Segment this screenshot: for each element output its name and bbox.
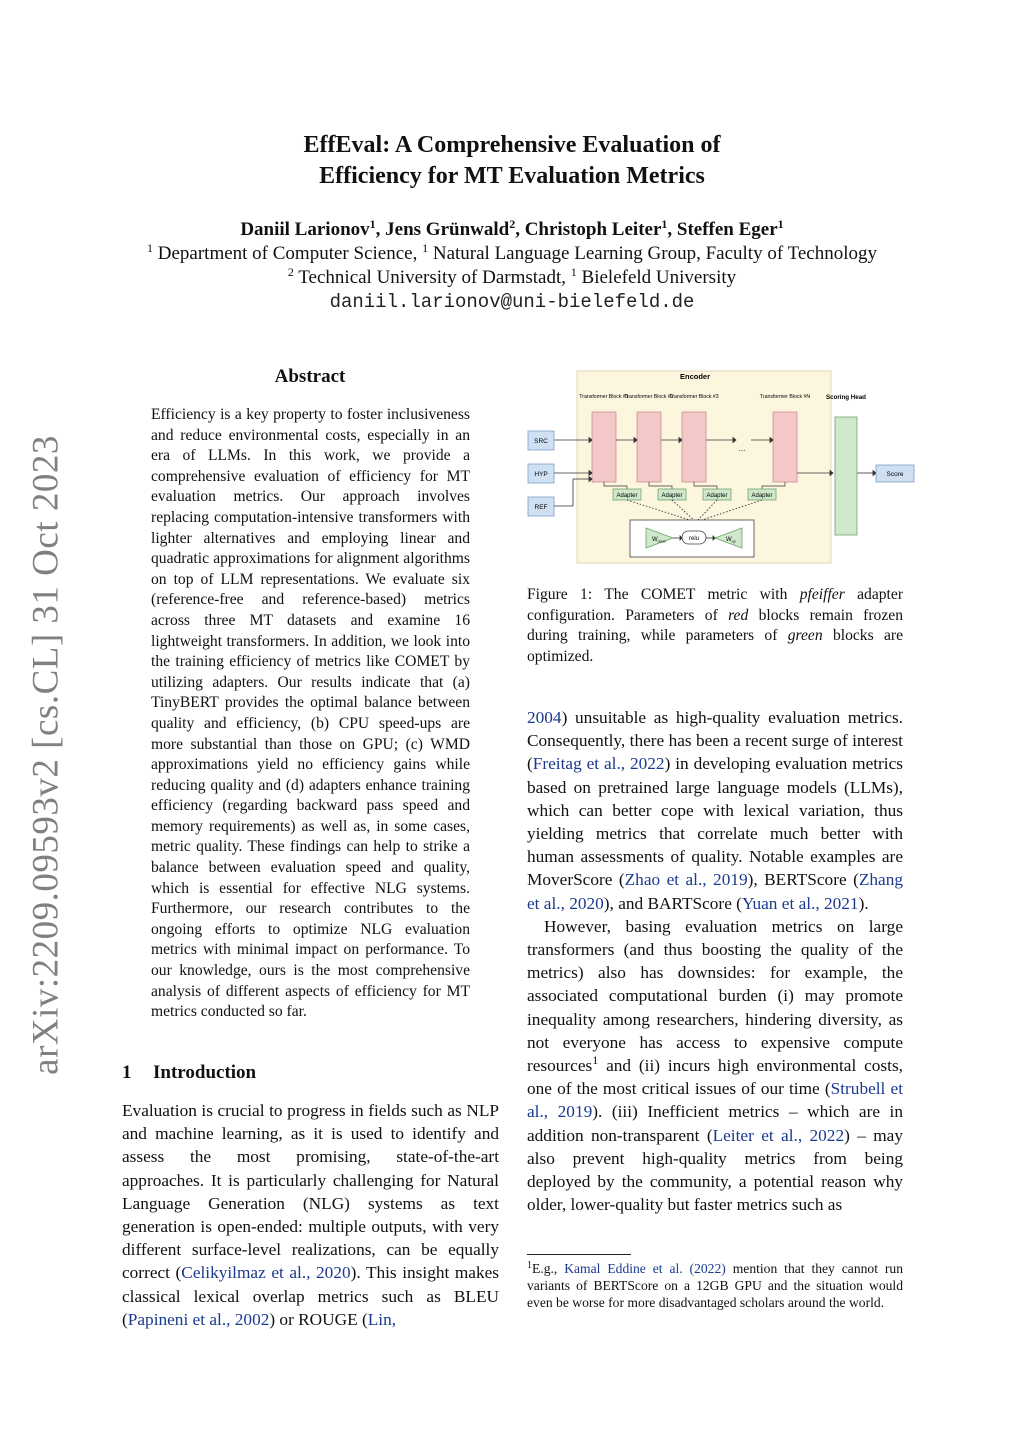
text-run: ). This insight makes classical lexical overlap metrics such as BLEU (	[122, 1263, 499, 1329]
section-title: Introduction	[153, 1062, 257, 1083]
author-sup: 2	[509, 217, 516, 231]
author-name: Jens Grünwald	[385, 219, 510, 240]
author-email[interactable]: daniil.larionov@uni-bielefeld.de	[329, 291, 695, 313]
citation-link[interactable]: Lin,	[367, 1309, 397, 1329]
footnote-marker[interactable]: 1	[592, 1053, 599, 1068]
text-run: blocks are optimized.	[527, 627, 904, 665]
section-heading	[122, 1062, 256, 1084]
abstract-text: Efficiency is a key property to foster inclusiveness and reduce environmental costs, especially in an era of LLMs. In this work, we provide a comprehensive evaluation of efficiency for MT evaluation metrics. Our approach involves replacing computation-intensive transformers with lighter alternatives and employing linear and quadratic approximations for alignment algorithms on top of LLM representations. We evaluate six (reference-free and reference-based) metrics across three MT datasets and examine 16 lightweight transformers. In addition, we look into the training efficiency of metrics like COMET by utilizing adapters. Our results indicate that (a) TinyBERT provides the optimal balance between quality and efficiency, (b) CPU speed-ups are more substantial than those on GPU; (c) WMD approximations yield no efficiency gains while reducing quality and (d) adapters enhance training efficiency (regarding backward pass speed and memory requirements) as well as, in some cases, metric quality. These findings can help to strike a balance between evaluation speed and quality, which is essential for effective NLG systems. Furthermore, our research contributes to the ongoing efforts to optimize NLG evaluation metrics with minimal impact on performance. To our knowledge, ours is the most comprehensive analysis of different aspects of efficiency for MT metrics conducted so far.	[151, 406, 470, 1021]
paper-title	[0, 130, 1024, 192]
text-run: ).	[858, 893, 869, 913]
encoder-label: Encoder	[679, 372, 711, 381]
text-run: E.g.,	[532, 1261, 565, 1276]
abstract-heading: Abstract	[274, 366, 346, 387]
text-run: ), BERTScore (	[747, 870, 859, 890]
block-label-n: Transformer Block #N	[759, 394, 811, 400]
citation-link[interactable]: Celikyilmaz et al., 2020	[181, 1263, 351, 1283]
right-paragraph-2	[527, 915, 903, 1217]
title-line-1: EffEval: A Comprehensive Evaluation of	[303, 132, 721, 158]
adapter-label-2: Adapter	[661, 493, 683, 499]
scoring-head-label-1: Scoring Head	[826, 394, 866, 401]
author-sup: 1	[661, 217, 668, 231]
title-block	[0, 130, 1024, 315]
affiliation-line-2	[0, 266, 1024, 290]
scoring-head-block	[835, 417, 857, 535]
footnote-rule	[527, 1254, 631, 1255]
figure-caption	[527, 585, 903, 667]
text-run: ). (iii) Inefficient metrics – which are in addition non-transparent (	[527, 1102, 904, 1145]
emphasis-text: red	[728, 606, 749, 624]
text-run: Figure 1: The COMET metric with	[527, 586, 800, 603]
right-column-text	[527, 706, 903, 1216]
intro-paragraph	[122, 1099, 499, 1331]
right-paragraph-1	[527, 706, 903, 915]
src-input-label: SRC	[534, 438, 548, 445]
citation-link[interactable]: Freitag et al., 2022	[532, 754, 665, 774]
transformer-block-n	[773, 412, 797, 482]
hyp-input-label: HYP	[534, 471, 548, 478]
citation-link[interactable]: Papineni et al., 2002	[127, 1309, 270, 1329]
score-output-label: Score	[886, 471, 904, 478]
transformer-block-2	[637, 412, 661, 482]
text-run: ) unsuitable as high-quality evaluation metrics. Consequently, there has been a recent surge of interest (	[527, 708, 903, 774]
relu-label: relu	[688, 536, 700, 542]
text-run: mention that they cannot run variants of BERTScore on a 12GB GPU and the situation would even be worse for more disadvantaged scholars around the world.	[527, 1261, 904, 1310]
text-run: ) – may also prevent high-quality metrics from being deployed by the community, a potential reason why older, lower-quality but faster metrics such as	[527, 1125, 903, 1215]
text-run: Evaluation is crucial to progress in fields such as NLP and machine learning, as it is used to identify and assess the most promising, state-of-the-art approaches. It is particularly challenging for Natural Language Generation (NLG) systems as text generation is open-ended: multiple outputs, with very different surface-level realizations, can be equally correct (	[122, 1101, 499, 1283]
citation-link[interactable]: Zhang et al., 2020	[527, 870, 903, 913]
arxiv-identifier: arXiv:2209.09593v2 [cs.CL] 31 Oct 2023	[25, 435, 67, 1075]
w-down-label: $W_{down}$	[652, 537, 667, 544]
affiliation-text: Natural Language Learning Group, Faculty of Technology	[432, 243, 877, 264]
input-boxes	[528, 431, 554, 516]
affiliation-line-1	[0, 242, 1024, 266]
title-line-2: Efficiency for MT Evaluation Metrics	[319, 163, 705, 189]
ref-input-label: REF	[534, 504, 548, 511]
section-number: 1	[122, 1062, 132, 1083]
footnote	[527, 1260, 903, 1311]
footnote-marker[interactable]: 1	[527, 1260, 532, 1271]
block-label-3: Transformer Block #3	[669, 394, 719, 400]
block-label-2: Transformer Block #2	[624, 394, 674, 400]
citation-link[interactable]: Yuan et al., 2021	[741, 893, 859, 913]
author-sup: 1	[777, 217, 784, 231]
adapter-label-3: Adapter	[706, 493, 728, 499]
text-run: ) or ROUGE (	[269, 1309, 368, 1329]
text-run: ) in developing evaluation metrics based on pretrained large language models (LLMs), which can better cope with lexical variation, thus yielding metrics that correlate much better with human assessments of quality. Notable examples are MoverScore (	[527, 754, 904, 890]
emphasis-text: green	[787, 627, 823, 645]
text-run: However, basing evaluation metrics on large transformers (and thus boosting the quality of the metrics) also has downsides: for example, the associated computational burden (i) may promote inequality among researchers, hindering diversity, as not everyone has access to expensive compute resources	[527, 916, 903, 1076]
emphasis-text: pfeiffer	[799, 586, 845, 603]
affiliation-sup: 1	[422, 241, 429, 255]
adapter-label-n: Adapter	[751, 493, 773, 499]
comet-architecture-figure	[525, 368, 917, 564]
block-ellipsis: ...	[738, 444, 746, 453]
affiliation-sup: 1	[147, 241, 153, 255]
affiliation-text: Bielefeld University	[581, 267, 737, 288]
citation-link[interactable]: Kamal Eddine et al. (2022)	[564, 1261, 726, 1276]
transformer-block-1	[592, 412, 616, 482]
citation-link[interactable]: Zhao et al., 2019	[624, 870, 748, 890]
text-run: ), and BARTScore (	[603, 893, 742, 913]
author-list: Daniil Larionov$^1$, Jens Grünwald$^2$, Christoph Leiter$^1$, Steffen Eger$^1$	[240, 217, 784, 240]
author-name: Steffen Eger	[676, 219, 778, 240]
adapter-label-1: Adapter	[616, 493, 638, 499]
author-name: Daniil Larionov	[240, 219, 370, 240]
text-run: and (ii) incurs high environmental costs, one of the most critical issues of our time (	[527, 1056, 903, 1099]
text-run: blocks remain frozen during training, while parameters of	[527, 606, 903, 645]
transformer-block-3	[682, 412, 706, 482]
w-up-label: $W_{up}$	[726, 537, 736, 544]
author-name: Christoph Leiter	[524, 219, 662, 240]
block-label-1: Transformer Block #1	[579, 394, 629, 400]
author-sup: 1	[369, 217, 376, 231]
affiliation-text: Department of Computer Science,	[157, 243, 418, 264]
citation-link[interactable]: 2004	[527, 708, 562, 727]
text-run: adapter configuration. Parameters of	[527, 586, 904, 624]
citation-link[interactable]: Leiter et al., 2022	[712, 1125, 845, 1145]
affiliation-text: Technical University of Darmstadt,	[298, 267, 567, 288]
affiliation-sup: 2	[287, 265, 294, 279]
citation-link[interactable]: Strubell et al., 2019	[527, 1079, 903, 1122]
affiliation-sup: 1	[570, 265, 577, 279]
